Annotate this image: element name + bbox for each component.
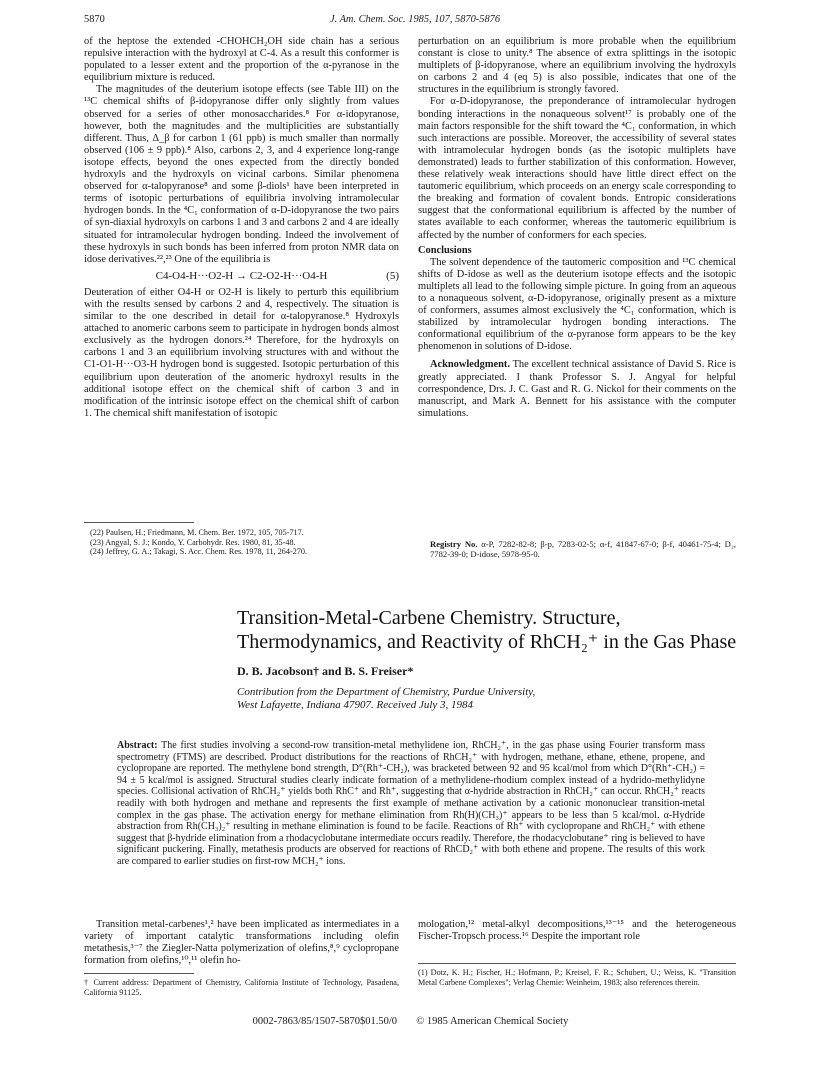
left-column bbox=[84, 36, 399, 420]
affiliation-line-1: Contribution from the Department of Chemistry, Purdue University, bbox=[237, 686, 536, 698]
footer-code: 0002-7863/85/1507-5870$01.50/0 bbox=[252, 1016, 398, 1027]
page-number: 5870 bbox=[84, 14, 105, 25]
right-paragraph-2: For α-D-idopyranose, the preponderance of intramolecular hydrogen bonding interactions in the nonaqueous solvent¹⁷ is probably one of the main factors responsible for the shift toward the ⁴C₁ conformation, in which such interactions are possible. Moreover, the accessibility of several states with intramolecular hydrogen bonds (as the isotopic multiplets have demonstrated) leads to further stabilization of this conformation. However, these relatively weak interactions should have little direct effect on the tautomeric equilibrium, which proceeds on an energy scale corresponding to the breaking and formation of covalent bonds. Entropic considerations suggest that the conformational equilibrium is affected by the number of states available to each conformer, whereas the tautomeric equilibrium is affected by the number of conformers for each species. bbox=[418, 96, 736, 241]
footnote-rule-intro-left bbox=[84, 973, 194, 974]
title-line-1: Transition-Metal-Carbene Chemistry. Structure, bbox=[237, 607, 621, 629]
footnote-22: (22) Paulsen, H.; Friedmann, M. Chem. Ber. 1972, 105, 705-717. bbox=[90, 528, 304, 537]
left-paragraph-2: The magnitudes of the deuterium isotope effects (see Table III) on the ¹³C chemical shifts of β-idopyranose differ only slightly from values observed for a series of other monosaccharides.⁸ For α-idopyranose, however, both the magnitudes and the multiplicities are substantially different. Thus, Δ_β for carbon 1 (61 ppb) is much smaller than normally observed (106 ± 9 ppb).⁸ Also, carbons 2, 3, and 4 experience long-range isotope effects, beyond the ones expected from the directly bonded hydroxyls and the hydroxyls on vicinal carbons. Similar phenomena observed for α-talopyranose⁸ and some β-diols¹ have been interpreted in terms of isotopic perturbations of equilibria involving intramolecular hydrogen bonds. In the ⁴C₁ conformation of α-D-idopyranose the two pairs of syn-diaxial hydroxyls on carbons 1 and 3 and carbons 2 and 4 are ideally situated for intramolecular hydrogen bonding. Indeed the involvement of these hydroxyls in such bonds has been inferred from proton NMR data on idose derivatives.²²,²³ One of the equilibria is bbox=[84, 84, 399, 265]
registry-numbers bbox=[430, 540, 736, 559]
equation-5 bbox=[84, 270, 399, 282]
reference-1: (1) Dotz, K. H.; Fischer, H.; Hofmann, P.; Kreisel, F. R.; Schubert, U.; Weiss, K. "Transition Metal Carbene Complexes"; Verlag Chemie: Weinheim, 1983; also references therein. bbox=[418, 968, 736, 987]
acknowledgment bbox=[418, 359, 736, 419]
affiliation bbox=[237, 686, 717, 712]
conclusions-text: The solvent dependence of the tautomeric composition and ¹³C chemical shifts of D-idose as well as the deuterium isotope effects and the isotopic multiplets all lead to the following simple picture. In going from an aqueous to a nonaqueous solvent, α-D-idopyranose, originally present as a mixture of conformers, assumes almost exclusively the ⁴C₁ conformation, which is stabilized by intramolecular hydrogen bonding interactions. The conformational equilibrium of the α-pyranose form appears to be the key phenomenon in solutions of D-idose. bbox=[418, 256, 736, 353]
footnote-rule-intro-right bbox=[418, 963, 736, 964]
registry-heading: Registry No. bbox=[430, 539, 478, 549]
journal-header: J. Am. Chem. Soc. 1985, 107, 5870-5876 bbox=[329, 14, 501, 25]
equation-text: C4-O4-H···O2-H → C2-O2-H···O4-H bbox=[155, 269, 328, 282]
footnote-23: (23) Angyal, S. J.; Kondo, Y. Carbohydr. Res. 1980, 81, 35-48. bbox=[90, 537, 296, 547]
title-line-2: Thermodynamics, and Reactivity of RhCH₂⁺ in the Gas Phase bbox=[237, 631, 737, 653]
intro-left-text: Transition metal-carbenes¹,² have been implicated as intermediates in a variety of important catalytic transformations including olefin metathesis,³⁻⁷ the Ziegler-Natta polymerization of olefins,⁸,⁹ cyclopropane formation from olefins,¹⁰,¹¹ olefin ho- bbox=[84, 919, 399, 967]
affiliation-line-2: West Lafayette, Indiana 47907. Received July 3, 1984 bbox=[237, 699, 474, 711]
intro-left bbox=[84, 919, 399, 967]
footnote-24: (24) Jeffrey, G. A.; Takagi, S. Acc. Chem. Res. 1978, 11, 264-270. bbox=[90, 547, 308, 557]
intro-right bbox=[418, 919, 736, 943]
intro-right-text: mologation,¹² metal-alkyl decompositions,¹³⁻¹⁵ and the heterogeneous Fischer-Tropsch process.¹⁶ Despite the important role bbox=[418, 919, 736, 943]
left-paragraph-3: Deuteration of either O4-H or O2-H is likely to perturb this equilibrium with the results sensed by carbons 2 and 4, respectively. The situation is similar to the one described in detail for α-talopyranose.⁸ Hydroxyls attached to anomeric carbons seem to participate in hydrogen bonds almost exclusively as the hydrogen donors.²⁴ Therefore, for the hydroxyls on carbons 1 and 3 an equilibrium involving structures with and without the C1-O1-H···O3-H hydrogen bond is suggested. Isotopic perturbation of this equilibrium upon deuteration of the anomeric hydroxyl results in the additional isotope effect on the chemical shift of carbon 3 and in modification of the intrinsic isotope effect on the chemical shift of carbon 1. The chemical shift manifestation of isotopic bbox=[84, 286, 399, 419]
acknowledgment-heading: Acknowledgment. bbox=[430, 359, 510, 371]
footnote-rule-left bbox=[84, 522, 194, 523]
footer-copyright: © 1985 American Chemical Society bbox=[416, 1016, 569, 1027]
abstract-label: Abstract: bbox=[117, 740, 158, 751]
conclusions-heading: Conclusions bbox=[418, 244, 472, 256]
authors: D. B. Jacobson† and B. S. Freiser* bbox=[237, 664, 414, 678]
right-paragraph-1: perturbation on an equilibrium is more probable when the equilibrium constant is close to unity.⁸ The absence of extra splittings in the isotopic multiplets of β-idopyranose, where an equilibrium involving the hydroxyls on carbons 2 and 4 (eq 5) is also possible, indicates that one of the structures in the equilibrium is strongly favored. bbox=[418, 36, 736, 96]
registry-text: α-P, 7282-82-8; β-p, 7283-02-5; α-f, 41847-67-0; β-f, 40461-75-4; D₂, 7782-39-0; D-idose, 5978-95-0. bbox=[430, 539, 736, 559]
abstract-text: The first studies involving a second-row transition-metal methylidene ion, RhCH₂⁺, in the gas phase using Fourier transform mass spectrometry (FTMS) are described. Product distributions for the reactions of RhCH₂⁺ with hydrogen, methane, ethane, ethene, propene, and cyclopropane are reported. The methylene bond strength, D°(Rh⁺-CH₂), was bracketed between 92 and 95 kcal/mol from which D°(Rh⁺-CH₂) = 94 ± 5 kcal/mol is assigned. Structural studies clearly indicate formation of a methylidene-rhodium complex instead of a hydrido-methylidyne species. Collisional activation of RhCH₂⁺ yields both RhC⁺ and Rh⁺, suggesting that α-hydride abstraction in RhCH₂⁺ can occur. RhCH₂⁺ reacts readily with both hydrogen and methane and represents the first example of methane activation by a cationic mononuclear transition-metal complex in the gas phase. The activation energy for methane elimination from Rh(H)(CH₃)⁺ appears to be less than 5 kcal/mol. α-Hydride abstraction from Rh(CH₃)₂⁺ resulting in methane elimination is found to be facile. Reactions of Rh⁺ with cyclopropane and RhCH₂⁺ with ethene suggest that β-hydride elimination from a rhodacyclobutane intermediate occurs readily. Therefore, the rhodacyclobutane⁺ ring is believed to have significant puckering. Finally, metathesis products are observed for reactions of RhCD₂⁺ with both ethene and propene. The results of this work are compared to earlier studies on first-row MCH₂⁺ ions. bbox=[117, 740, 705, 867]
equation-number: (5) bbox=[386, 269, 399, 282]
article-title bbox=[237, 606, 757, 654]
acknowledgment-text: The excellent technical assistance of David S. Rice is greatly appreciated. I thank Professor S. J. Angyal for helpful correspondence, Drs. J. C. Gast and R. G. Nickol for their comments on the manuscript, and Mark A. Bennett for his assistance with the computer simulations. bbox=[418, 359, 736, 419]
author-footnote: † Current address: Department of Chemistry, California Institute of Technology, Pasadena, California 91125. bbox=[84, 978, 399, 997]
abstract bbox=[117, 740, 705, 868]
left-footnotes bbox=[90, 528, 400, 557]
footer bbox=[0, 1016, 821, 1027]
right-column bbox=[418, 36, 736, 420]
left-paragraph-1: of the heptose the extended -CHOHCH₂OH side chain has a serious repulsive interaction with the hydroxyl at C-4. As a result this conformer is populated to a lesser extent and the proportion of the α-pyranose in the equilibrium mixture is reduced. bbox=[84, 36, 399, 84]
